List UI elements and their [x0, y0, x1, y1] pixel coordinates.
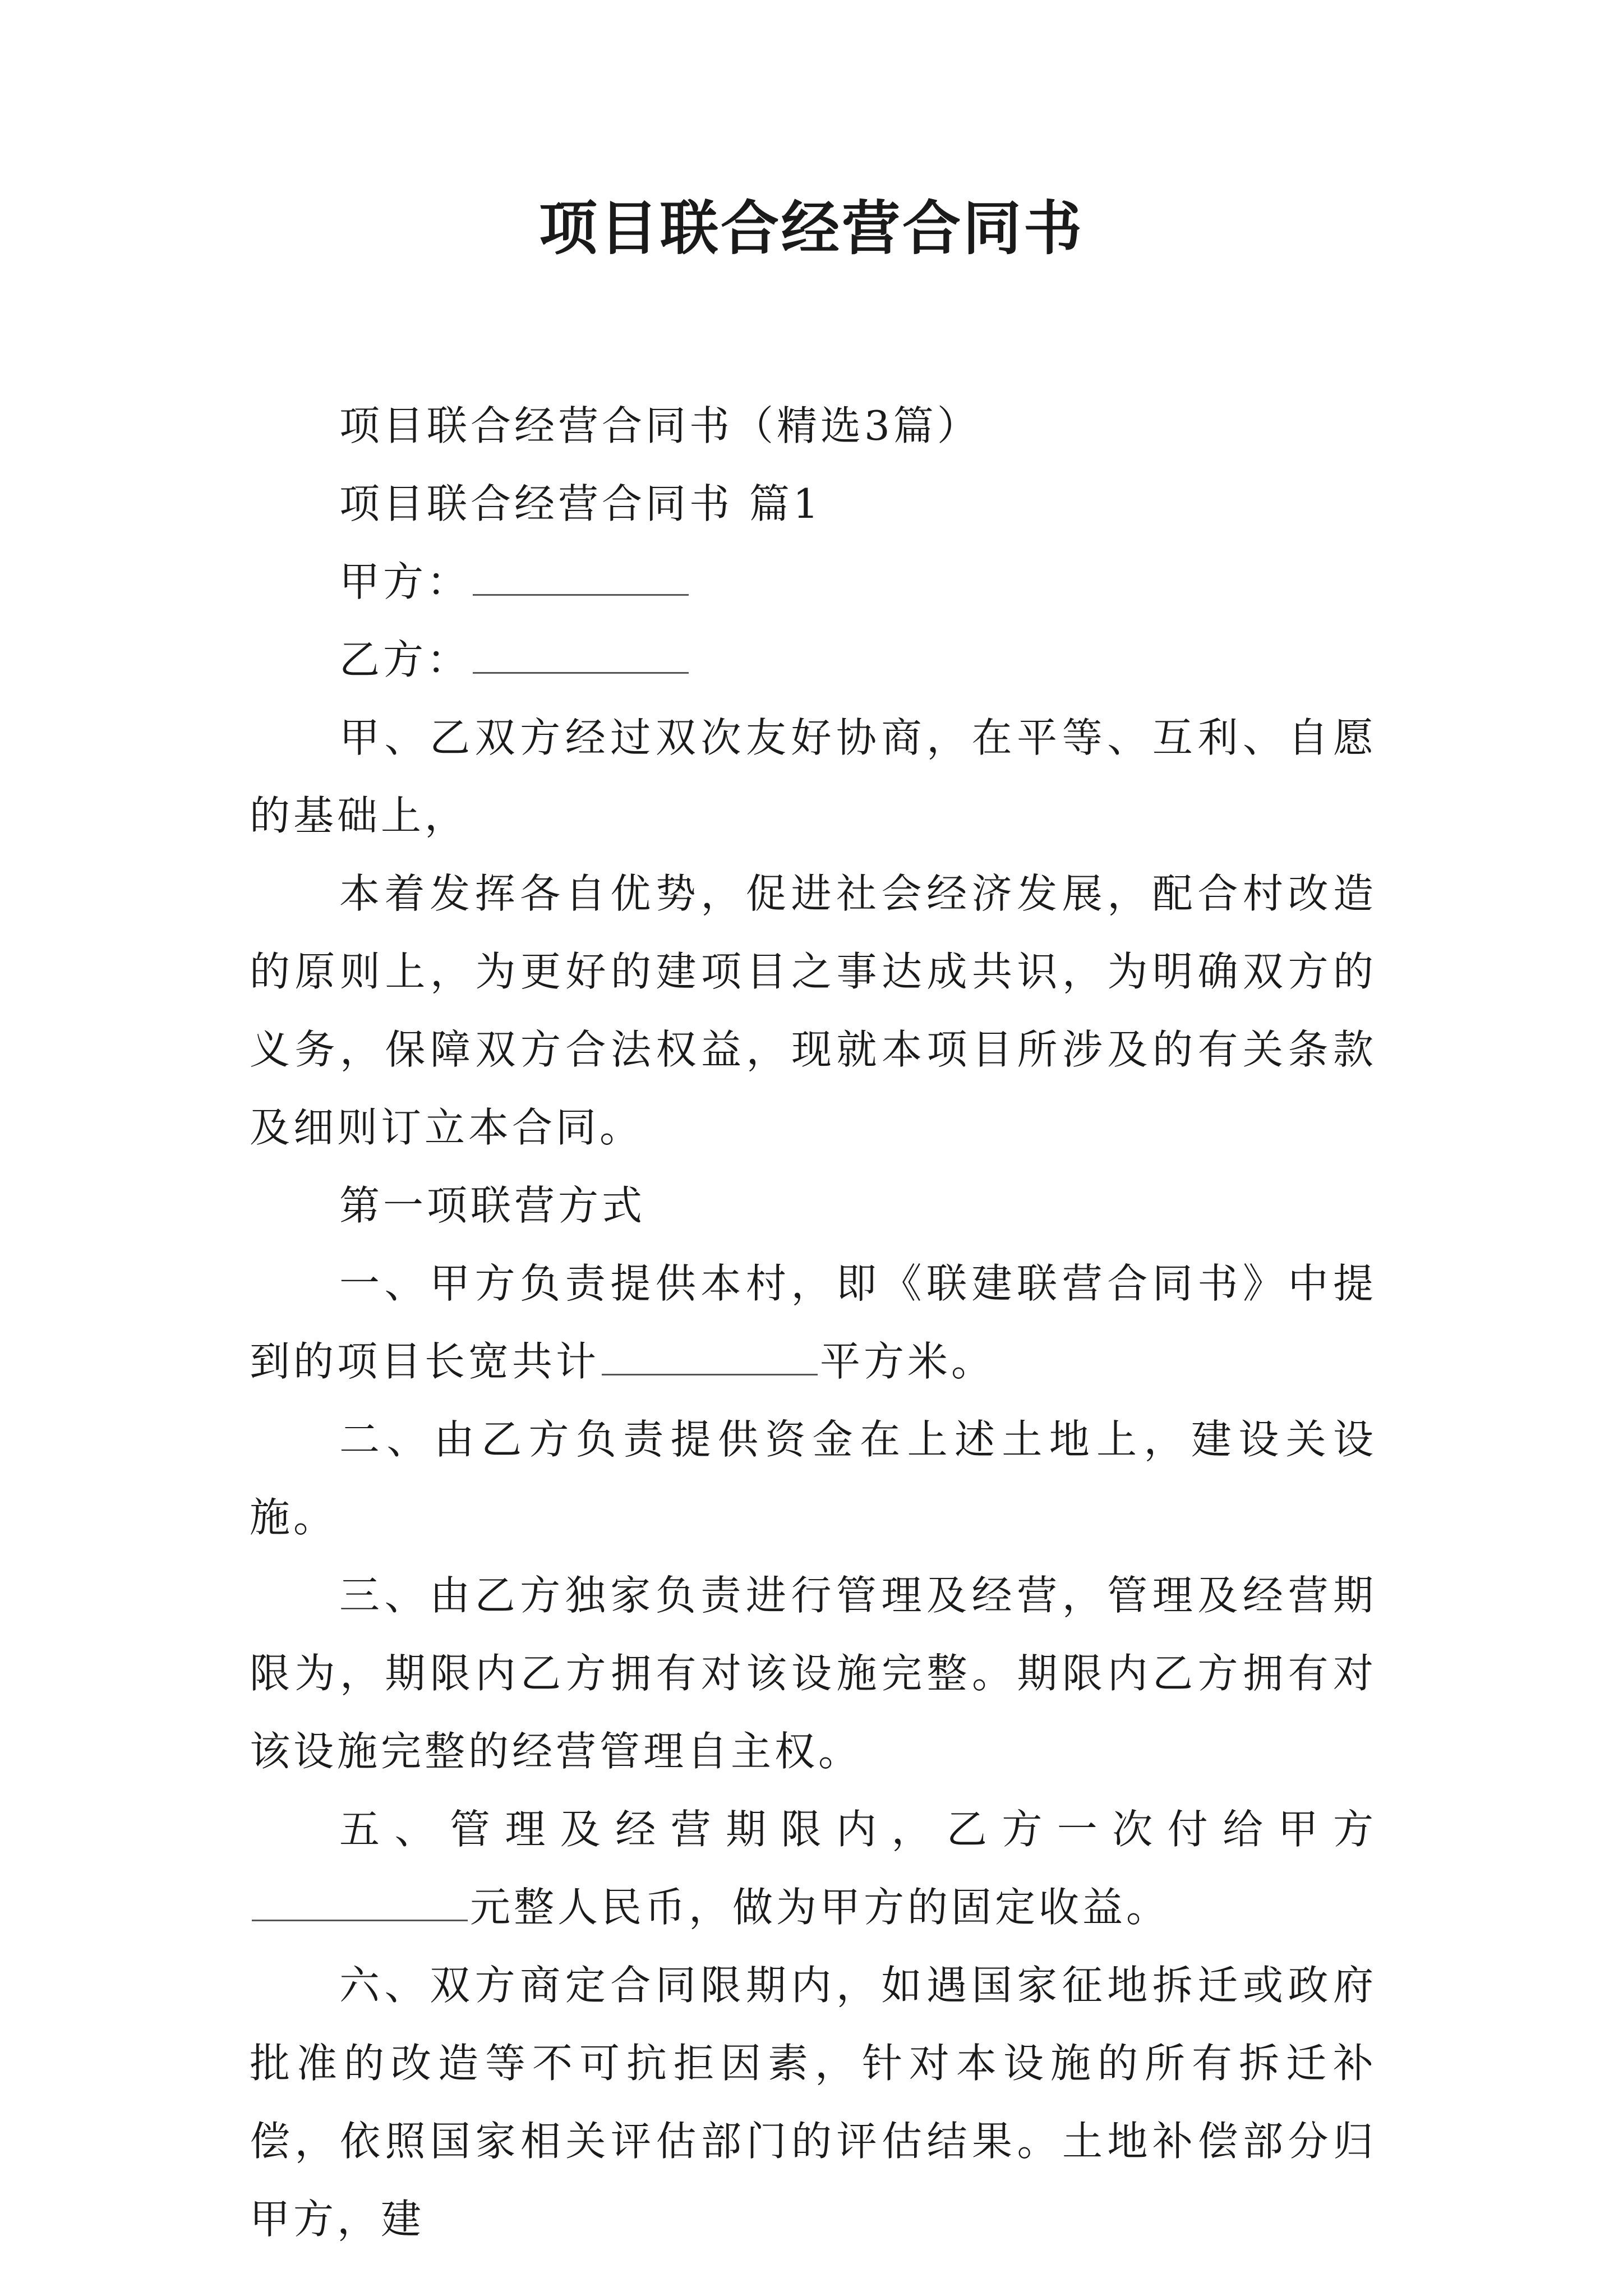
- area-blank: [602, 1340, 818, 1375]
- party-b-line: [250, 621, 1377, 699]
- clause-3: 三、由乙方独家负责进行管理及经营，管理及经营期限为，期限内乙方拥有对该设施完整。期限内乙方拥有对该设施完整的经营管理自主权。: [250, 1572, 1377, 1775]
- party-b-label: 乙方：: [339, 636, 471, 683]
- clause-1-unit: 平方米。: [820, 1338, 995, 1385]
- clause-1-text: 一、甲方负责提供本村，即《联建联营合同书》中提到的项目长宽共计: [250, 1260, 1377, 1385]
- party-a-line: [250, 543, 1377, 621]
- clause-2: 二、由乙方负责提供资金在上述土地上，建设关设施。: [250, 1416, 1377, 1541]
- clause-5: [250, 1791, 1377, 1947]
- document-title: 项目联合经营合同书: [538, 194, 1084, 263]
- clause-5-rest: 元整人民币，做为甲方的固定收益。: [470, 1884, 1170, 1931]
- preamble-paragraph-2: 本着发挥各自优势，促进社会经济发展，配合村改造的原则上，为更好的建项目之事达成共识，为明确双方的义务，保障双方合法权益，现就本项目所涉及的有关条款及细则订立本合同。: [250, 870, 1377, 1151]
- party-a-blank: [473, 560, 689, 596]
- document-subtitle: 项目联合经营合同书（精选3篇）: [339, 402, 981, 449]
- preamble-paragraph-1: 甲、乙双方经过双次友好协商，在平等、互利、自愿的基础上，: [250, 714, 1377, 839]
- clause-5-text: 五、管理及经营期限内，乙方一次付给甲方: [339, 1806, 1377, 1853]
- party-a-label: 甲方：: [339, 558, 471, 605]
- article-1-heading: 第一项联营方式: [339, 1182, 646, 1229]
- document-body: [250, 387, 1377, 2258]
- payment-blank: [252, 1886, 468, 1921]
- clause-1: [250, 1245, 1377, 1401]
- clause-6: 六、双方商定合同限期内，如遇国家征地拆迁或政府批准的改造等不可抗拒因素，针对本设施的所有拆迁补偿，依照国家相关评估部门的评估结果。土地补偿部分归甲方，建: [250, 1962, 1377, 2243]
- party-b-blank: [473, 638, 689, 674]
- section-heading: 项目联合经营合同书 篇1: [339, 480, 822, 527]
